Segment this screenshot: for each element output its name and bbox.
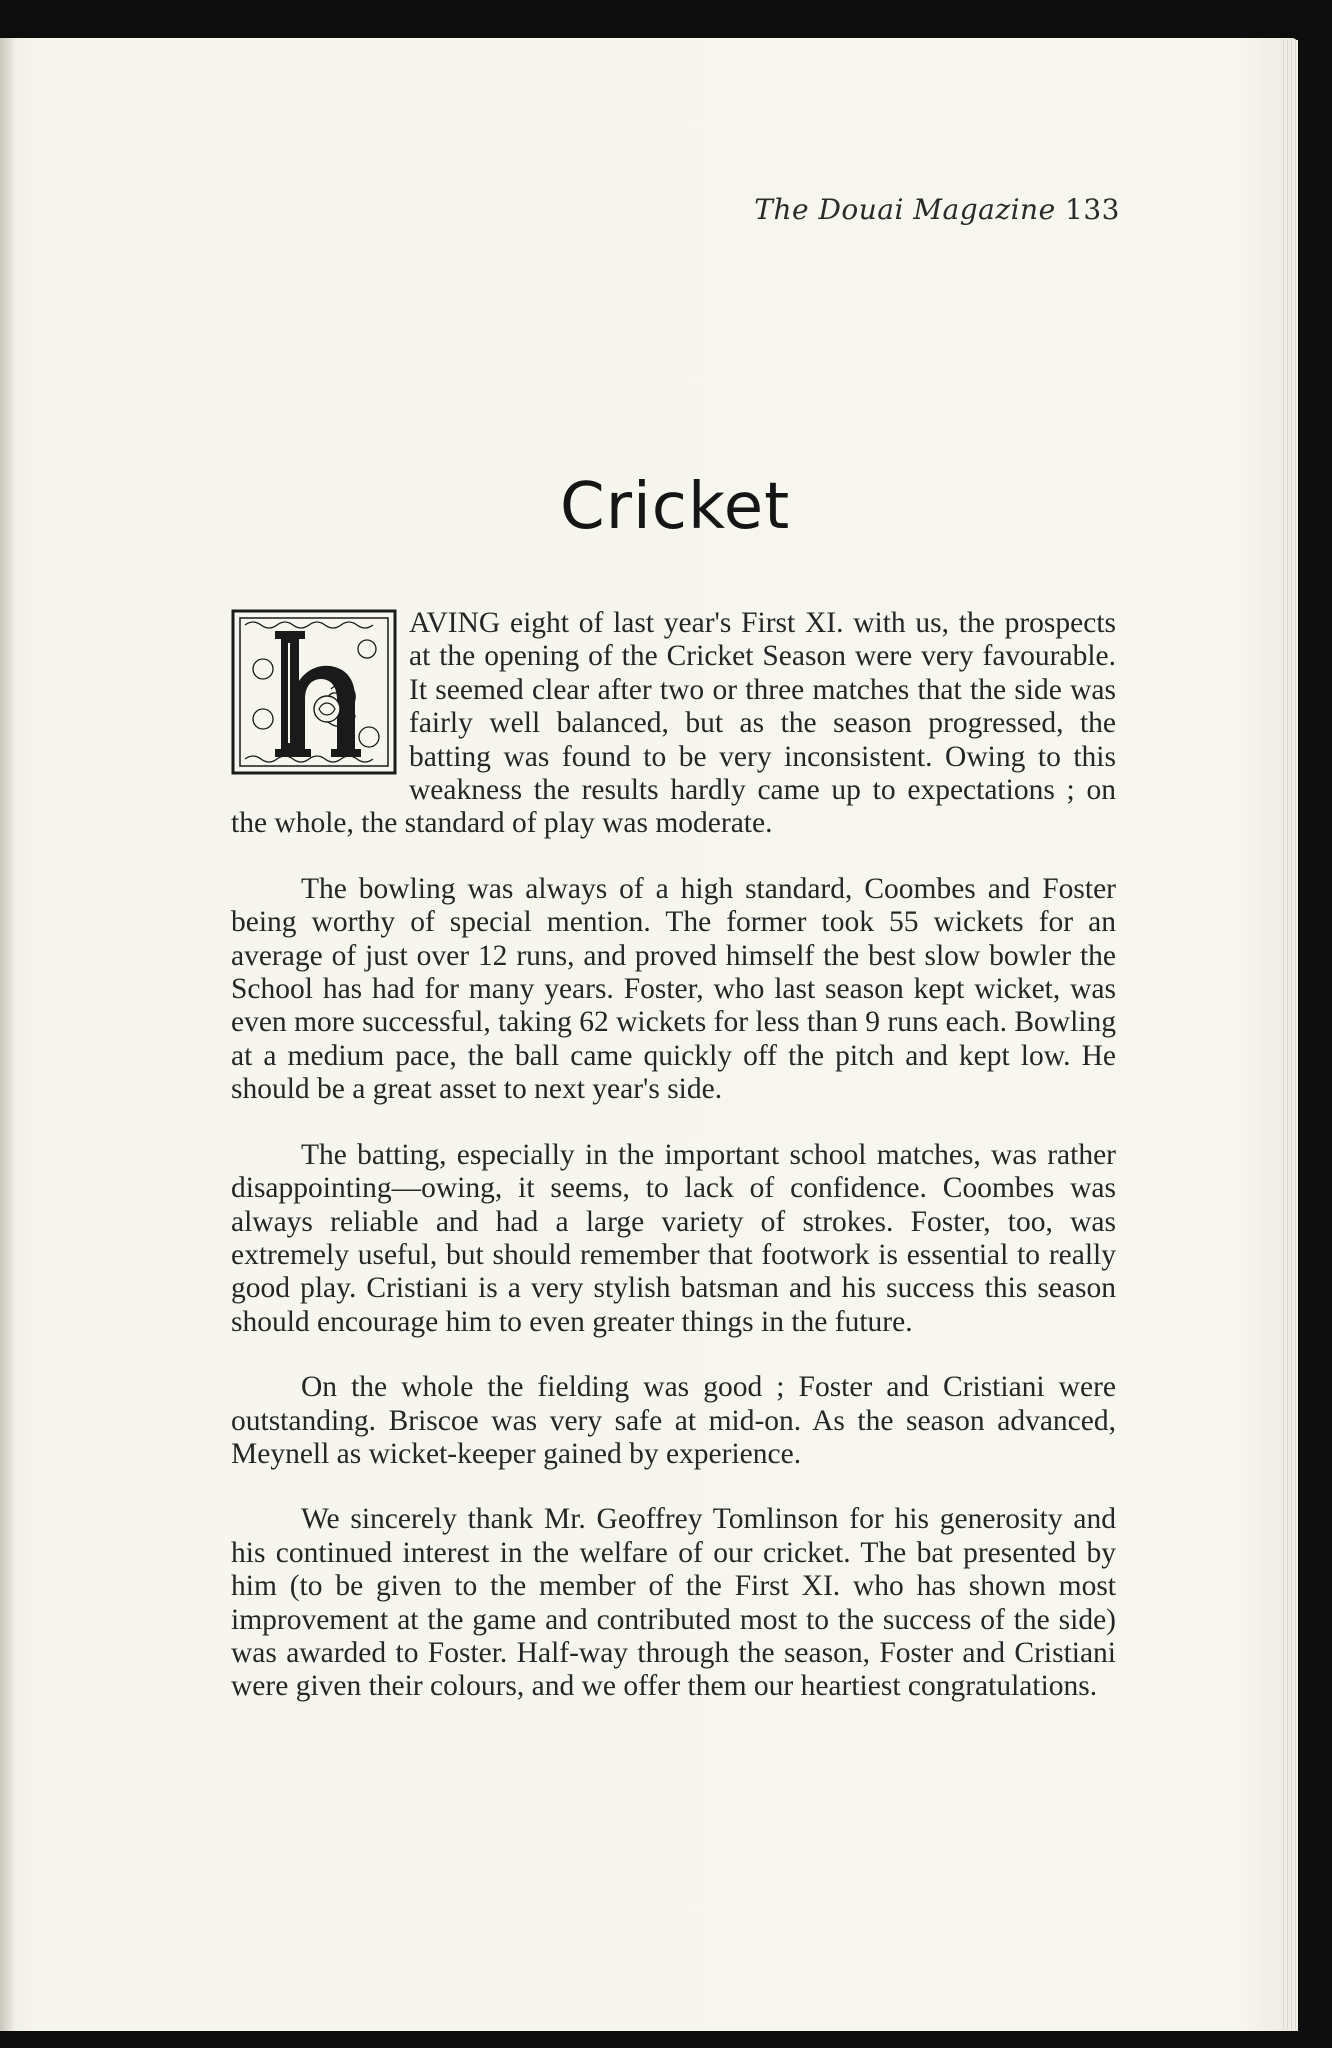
- paragraph-1-text: eight of last year's First XI. with us, the prospects at the opening of the Cricket Season were very favourable. It seemed clear after two or three matches that the side was fairly well balanced, but as the season progressed, the batting was found to be very inconsistent. Owing to this weakness the results hardly came up to expectations ; on the whole, the standard of play was moderate.: [231, 607, 1116, 840]
- running-header: [700, 193, 1120, 226]
- paragraph-1: [231, 607, 1116, 841]
- page-number: 133: [1065, 193, 1120, 226]
- paragraph-2: The bowling was always of a high standard, Coombes and Foster being worthy of special mention. The former took 55 wickets for an average of just over 12 runs, and proved himself the best slow bowler the School has had for many years. Foster, who last season kept wicket, was even more successful, taking 62 wickets for less than 9 runs each. Bowling at a medium pace, the ball came quickly off the pitch and kept low. He should be a great asset to next year's side.: [231, 872, 1116, 1106]
- paragraph-3: The batting, especially in the important school matches, was rather disappointing—owing, it seems, to lack of confidence. Coombes was always reliable and had a large variety of strokes. Foster, too, was extremely useful, but should remember that footwork is essential to really good play. Cristiani is a very stylish batsman and his success this season should encourage him to even greater things in the future.: [231, 1138, 1116, 1338]
- paragraph-4: On the whole the fielding was good ; Foster and Cristiani were outstanding. Briscoe was very safe at mid-on. As the season advanced, Meynell as wicket-keeper gained by experience.: [231, 1371, 1116, 1470]
- article-title: Cricket: [560, 470, 791, 544]
- page-edge-stack: [1283, 40, 1298, 2030]
- dropcap-h-icon: [231, 609, 397, 775]
- publication-name: The Douai Magazine: [754, 193, 1056, 226]
- article-body: [231, 607, 1116, 1736]
- paragraph-5: We sincerely thank Mr. Geoffrey Tomlinson for his generosity and his continued interest in the welfare of our cricket. The bat presented by him (to be given to the member of the First XI. who has shown most improvement at the game and contributed most to the success of the side) was awarded to Foster. Half-way through the season, Foster and Cristiani were given their colours, and we offer them our heartiest congratulations.: [231, 1503, 1116, 1703]
- binding-shadow: [0, 38, 16, 2031]
- first-word-rest: AVING: [409, 607, 501, 639]
